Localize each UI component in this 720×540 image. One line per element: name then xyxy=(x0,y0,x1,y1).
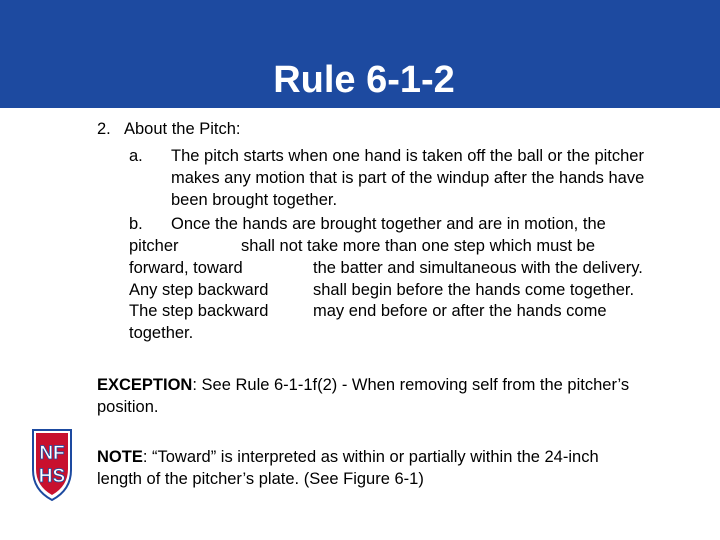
slide-title: Rule 6-1-2 xyxy=(273,59,455,101)
exception-text: : See Rule 6-1-1f(2) - When removing self from the pitcher’s xyxy=(192,376,630,394)
item-b-row-left: pitcher xyxy=(129,237,179,255)
item-a-letter: a. xyxy=(129,147,143,165)
item-b-row-right: may end before or after the hands come xyxy=(313,302,607,320)
item-b-row-right: the batter and simultaneous with the delivery. xyxy=(313,259,643,277)
svg-text:NF: NF xyxy=(39,443,65,464)
note-line-2: length of the pitcher’s plate. (See Figure 6-1) xyxy=(97,470,424,488)
item-b-last-line: together. xyxy=(129,324,194,342)
item-b-row-left: The step backward xyxy=(129,302,269,320)
item-b-row-right: shall begin before the hands come together. xyxy=(313,281,635,299)
item-b-line-1: Once the hands are brought together and are in motion, the xyxy=(171,215,606,233)
item-a-line-1: The pitch starts when one hand is taken off the ball or the pitcher xyxy=(171,147,644,165)
item-b-row-left: forward, toward xyxy=(129,259,243,277)
item-b-row-right: shall not take more than one step which must be xyxy=(241,237,596,255)
exception-label: EXCEPTION xyxy=(97,376,193,394)
exception-line-2: position. xyxy=(97,398,159,416)
item-a-line-2: makes any motion that is part of the windup after the hands have xyxy=(171,169,645,187)
svg-text:HS: HS xyxy=(38,466,66,487)
item-number: 2. xyxy=(97,120,111,138)
exception-line-1 xyxy=(97,374,629,396)
note-line-1 xyxy=(97,446,599,468)
item-a-line-3: been brought together. xyxy=(171,191,338,209)
note-label: NOTE xyxy=(97,448,143,466)
item-b-row-left: Any step backward xyxy=(129,281,269,299)
note-text: : “Toward” is interpreted as within or partially within the 24-inch xyxy=(142,448,599,466)
nfhs-logo-icon xyxy=(30,428,74,502)
item-heading: About the Pitch: xyxy=(124,120,241,138)
item-b-letter: b. xyxy=(129,215,143,233)
